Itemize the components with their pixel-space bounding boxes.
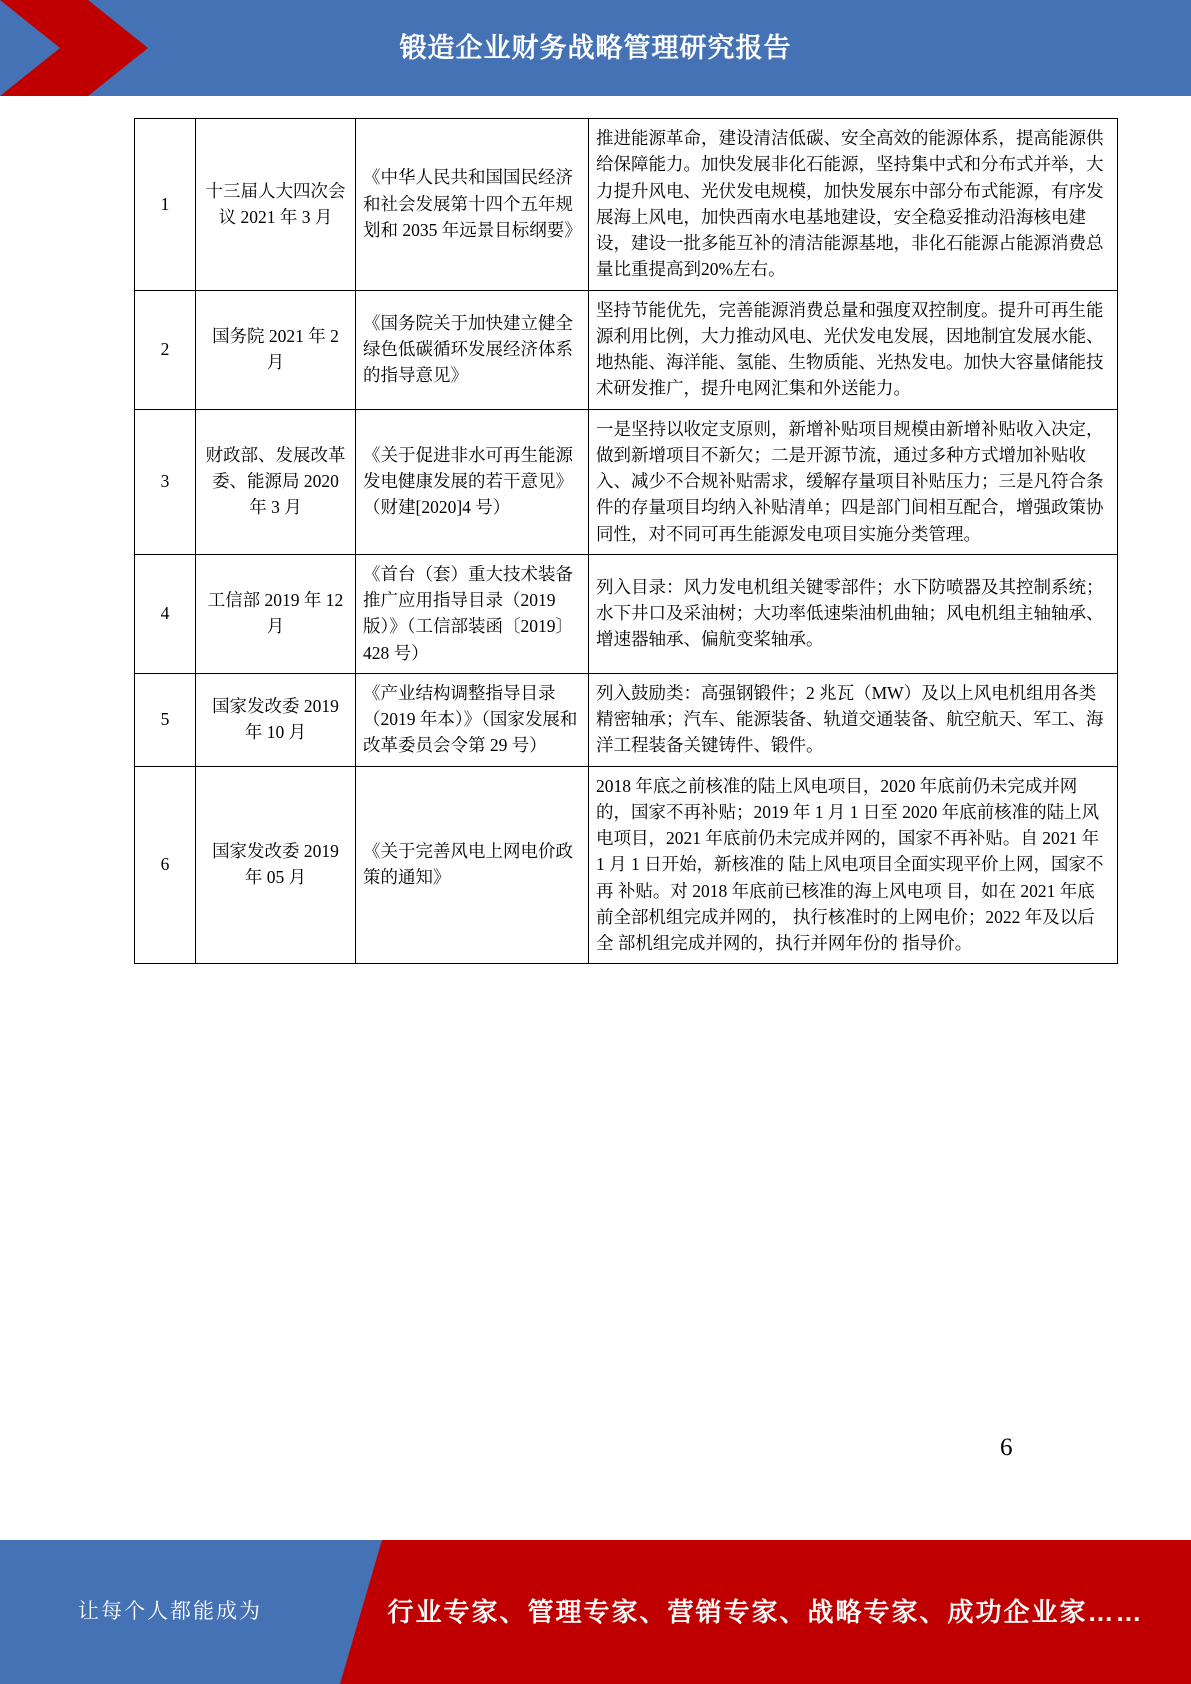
- row-document: 《首台（套）重大技术装备推广应用指导目录（2019 版）》（工信部装函〔2019〕 428 号）: [356, 554, 589, 673]
- row-organization: 国家发改委 2019 年 05 月: [196, 766, 356, 964]
- row-document: 《关于完善风电上网电价政策的通知》: [356, 766, 589, 964]
- policy-table: [134, 118, 1118, 964]
- row-content: 列入目录：风力发电机组关键零部件；水下防喷器及其控制系统；水下井口及采油树；大功率低速柴油机曲轴；风电机组主轴轴承、增速器轴承、偏航变桨轴承。: [589, 554, 1118, 673]
- page-title: 锻造企业财务战略管理研究报告: [399, 33, 792, 63]
- page-footer: [0, 1540, 1191, 1684]
- table-row: [135, 766, 1118, 964]
- page-content: [0, 96, 1191, 1540]
- page-header: [0, 0, 1191, 96]
- row-content: 一是坚持以收定支原则，新增补贴项目规模由新增补贴收入决定，做到新增项目不新欠；二是开源节流，通过多种方式增加补贴收入、减少不合规补贴需求，缓解存量项目补贴压力；三是凡符合条件的存量项目均纳入补贴清单；四是部门间相互配合，增强政策协同性，对不同可再生能源发电项目实施分类管理。: [589, 409, 1118, 554]
- footer-slogan-right: 行业专家、管理专家、营销专家、战略专家、成功企业家……: [387, 1597, 1144, 1627]
- row-number: 5: [135, 673, 196, 766]
- row-number: 1: [135, 119, 196, 291]
- row-number: 6: [135, 766, 196, 964]
- row-content: 坚持节能优先，完善能源消费总量和强度双控制度。提升可再生能源利用比例，大力推动风电、光伏发电发展，因地制宜发展水能、地热能、海洋能、氢能、生物质能、光热发电。加快大容量储能技术研发推广，提升电网汇集和外送能力。: [589, 290, 1118, 409]
- table-row: [135, 673, 1118, 766]
- row-organization: 财政部、发展改革委、能源局 2020 年 3 月: [196, 409, 356, 554]
- row-document: 《国务院关于加快建立健全绿色低碳循环发展经济体系的指导意见》: [356, 290, 589, 409]
- row-organization: 国务院 2021 年 2 月: [196, 290, 356, 409]
- row-organization: 工信部 2019 年 12 月: [196, 554, 356, 673]
- row-organization: 十三届人大四次会议 2021 年 3 月: [196, 119, 356, 291]
- row-organization: 国家发改委 2019 年 10 月: [196, 673, 356, 766]
- row-document: 《产业结构调整指导目录（2019 年本）》（国家发展和改革委员会令第 29 号）: [356, 673, 589, 766]
- footer-slogan-left: 让每个人都能成为: [78, 1600, 262, 1623]
- row-number: 2: [135, 290, 196, 409]
- row-document: 《关于促进非水可再生能源发电健康发展的若干意见》 （财建[2020]4 号）: [356, 409, 589, 554]
- row-content: 2018 年底之前核准的陆上风电项目，2020 年底前仍未完成并网的，国家不再补贴；2019 年 1 月 1 日至 2020 年底前核准的陆上风电项目，2021 年底前仍未完成并网的，国家不再补贴。自 2021 年 1 月 1 日开始，新核准的 陆上风电项目全面实现平价上网，国家不再 补贴。对 2018 年底前已核准的海上风电项 目，如在 2021 年底前全部机组完成并网的， 执行核准时的上网电价；2022 年及以后全 部机组完成并网的，执行并网年份的 指导价。: [589, 766, 1118, 964]
- table-row: [135, 409, 1118, 554]
- page-number: 6: [1000, 1434, 1013, 1461]
- row-number: 3: [135, 409, 196, 554]
- row-content: 列入鼓励类：高强钢锻件；2 兆瓦（MW）及以上风电机组用各类精密轴承；汽车、能源装备、轨道交通装备、航空航天、军工、海洋工程装备关键铸件、锻件。: [589, 673, 1118, 766]
- table-row: [135, 554, 1118, 673]
- row-document: 《中华人民共和国国民经济和社会发展第十四个五年规划和 2035 年远景目标纲要》: [356, 119, 589, 291]
- table-row: [135, 290, 1118, 409]
- table-row: [135, 119, 1118, 291]
- row-number: 4: [135, 554, 196, 673]
- row-content: 推进能源革命，建设清洁低碳、安全高效的能源体系，提高能源供给保障能力。加快发展非化石能源，坚持集中式和分布式并举，大力提升风电、光伏发电规模，加快发展东中部分布式能源，有序发展海上风电，加快西南水电基地建设，安全稳妥推动沿海核电建设，建设一批多能互补的清洁能源基地，非化石能源占能源消费总量比重提高到20%左右。: [589, 119, 1118, 291]
